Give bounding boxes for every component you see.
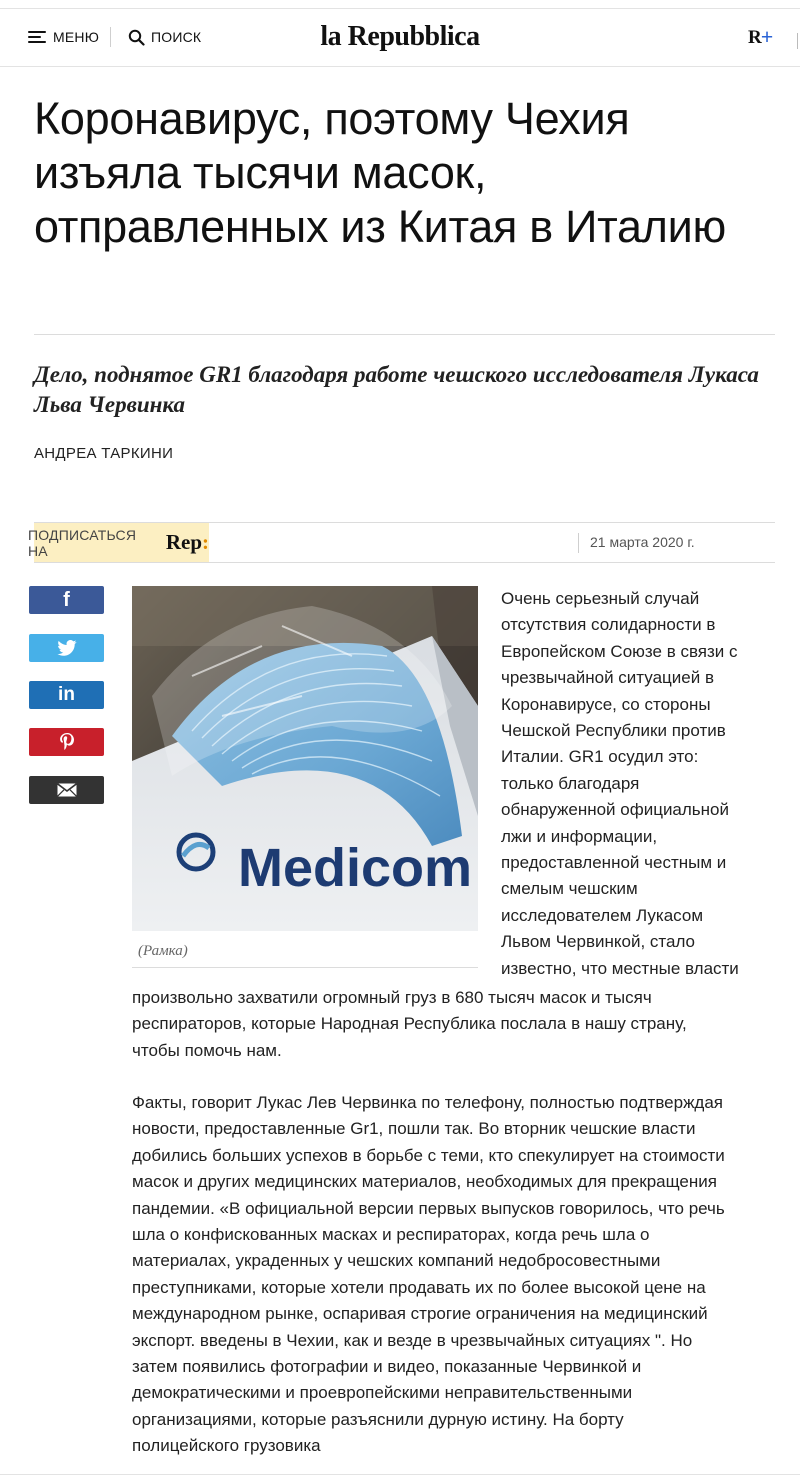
pinterest-icon: [60, 733, 74, 751]
article-paragraph-2: [132, 1090, 782, 1460]
text-line: организациями, которые разъяснили дурную истину. На борту: [132, 1409, 624, 1429]
text-line: Львом Червинкой, стало: [501, 932, 696, 952]
article-paragraph-1-continued: [132, 985, 782, 1064]
share-email-button[interactable]: [29, 776, 104, 804]
rep-logo: Rep:: [165, 530, 209, 554]
article-author[interactable]: АНДРЕА ТАРКИНИ: [34, 445, 174, 462]
text-line: респираторов, которые Народная Республика послала в нашу страну,: [132, 1014, 687, 1034]
share-linkedin-button[interactable]: [29, 681, 104, 709]
site-header: [0, 9, 800, 67]
text-line: Чешской Республики против: [501, 721, 726, 741]
twitter-icon: [57, 640, 77, 656]
subscribe-label: ПОДПИСАТЬСЯ НА: [28, 526, 137, 559]
text-line: пандемии. «В официальной версии первых выпусков говорилось, что речь: [132, 1198, 725, 1218]
publish-date: 21 марта 2020 г.: [590, 534, 695, 550]
search-icon: [128, 29, 145, 46]
text-line: чрезвычайной ситуацией в: [501, 668, 714, 688]
article-subtitle: Дело, поднятое GR1 благодаря работе чешского исследователя Лукаса Льва Червинка: [34, 362, 759, 417]
rplus-button[interactable]: [748, 23, 773, 49]
text-line: Коронавирусе, со стороны: [501, 694, 711, 714]
photo-brand-text: Medicom: [238, 838, 473, 898]
search-button[interactable]: [128, 25, 201, 49]
text-line: предоставленной честным и: [501, 853, 727, 873]
search-label: ПОИСК: [151, 29, 202, 45]
facebook-icon: f: [63, 588, 70, 611]
text-line: обнаруженной официальной: [501, 800, 730, 820]
text-line: известно, что местные власти: [501, 958, 739, 978]
photo-caption: (Рамка): [138, 943, 188, 959]
header-divider: [110, 27, 111, 47]
text-line: исследователем Лукасом: [501, 905, 704, 925]
text-line: произвольно захватили огромный груз в 680 тысяч масок и тысяч: [132, 988, 652, 1007]
text-line: демократическими и проевропейскими неправительственными: [132, 1383, 633, 1403]
text-line: отсутствия солидарности в: [501, 615, 716, 635]
share-pinterest-button[interactable]: [29, 728, 104, 756]
article-paragraph-1-side: [501, 586, 781, 982]
text-line: полицейского грузовика: [132, 1436, 321, 1456]
text-line: Факты, говорит Лукас Лев Червинка по телефону, полностью подтверждая: [132, 1093, 724, 1112]
text-line: Очень серьезный случай: [501, 589, 700, 608]
text-line: преступниками, которые хотели продавать их по более высокой цене на: [132, 1277, 706, 1297]
text-line: Европейском Союзе в связи с: [501, 641, 738, 661]
text-line: добились больших успехов в борьбе с теми, кто спекулирует на стоимости: [132, 1145, 725, 1165]
date-divider: [578, 533, 579, 553]
bottom-border: [0, 1474, 800, 1475]
text-line: затем появились фотографии и видео, показанные Червинкой и: [132, 1357, 642, 1377]
site-logo[interactable]: la Repubblica: [320, 21, 480, 52]
linkedin-icon: in: [58, 684, 75, 705]
subscribe-button[interactable]: [28, 523, 209, 562]
text-line: экспорт. введены в Чехии, как и везде в чрезвычайных ситуациях ". Но: [132, 1330, 693, 1350]
header-edge: [797, 33, 798, 49]
hamburger-icon: [28, 30, 46, 44]
article-photo[interactable]: [132, 586, 478, 931]
text-line: лжи и информации,: [501, 826, 658, 846]
title-divider: [34, 334, 775, 335]
article-title: Коронавирус, поэтому Чехия изъяла тысячи масок, отправленных из Китая в Италию: [34, 93, 726, 252]
text-line: масок и других медицинских материалов, необходимых для прекращения: [132, 1172, 717, 1192]
text-line: международном рынке, оспаривая строгие ограничения на медицинский: [132, 1304, 708, 1324]
menu-button[interactable]: [28, 25, 99, 49]
text-line: Италии. GR1 осудил это:: [501, 747, 699, 767]
rplus-label: R: [748, 27, 762, 48]
plus-icon: +: [760, 24, 774, 49]
share-facebook-button[interactable]: [29, 586, 104, 614]
text-line: смелым чешским: [501, 879, 638, 899]
text-line: новости, предоставленные Gr1, пошли так. Во вторник чешские власти: [132, 1119, 696, 1139]
menu-label: МЕНЮ: [53, 29, 100, 45]
text-line: только благодаря: [501, 773, 640, 793]
photo-masks-box: [132, 586, 478, 931]
email-icon: [57, 783, 77, 797]
text-line: материалах, украденных у чешских компаний недобросовестными: [132, 1251, 661, 1271]
caption-divider: [132, 967, 478, 968]
rep-logo-text: Rep: [165, 530, 202, 554]
subscribe-bar-bottom-border: [34, 562, 775, 563]
text-line: шла о конфискованных масках и респираторах, когда речь шла о: [132, 1225, 650, 1245]
share-twitter-button[interactable]: [29, 634, 104, 662]
text-line: чтобы помочь нам.: [132, 1040, 282, 1060]
